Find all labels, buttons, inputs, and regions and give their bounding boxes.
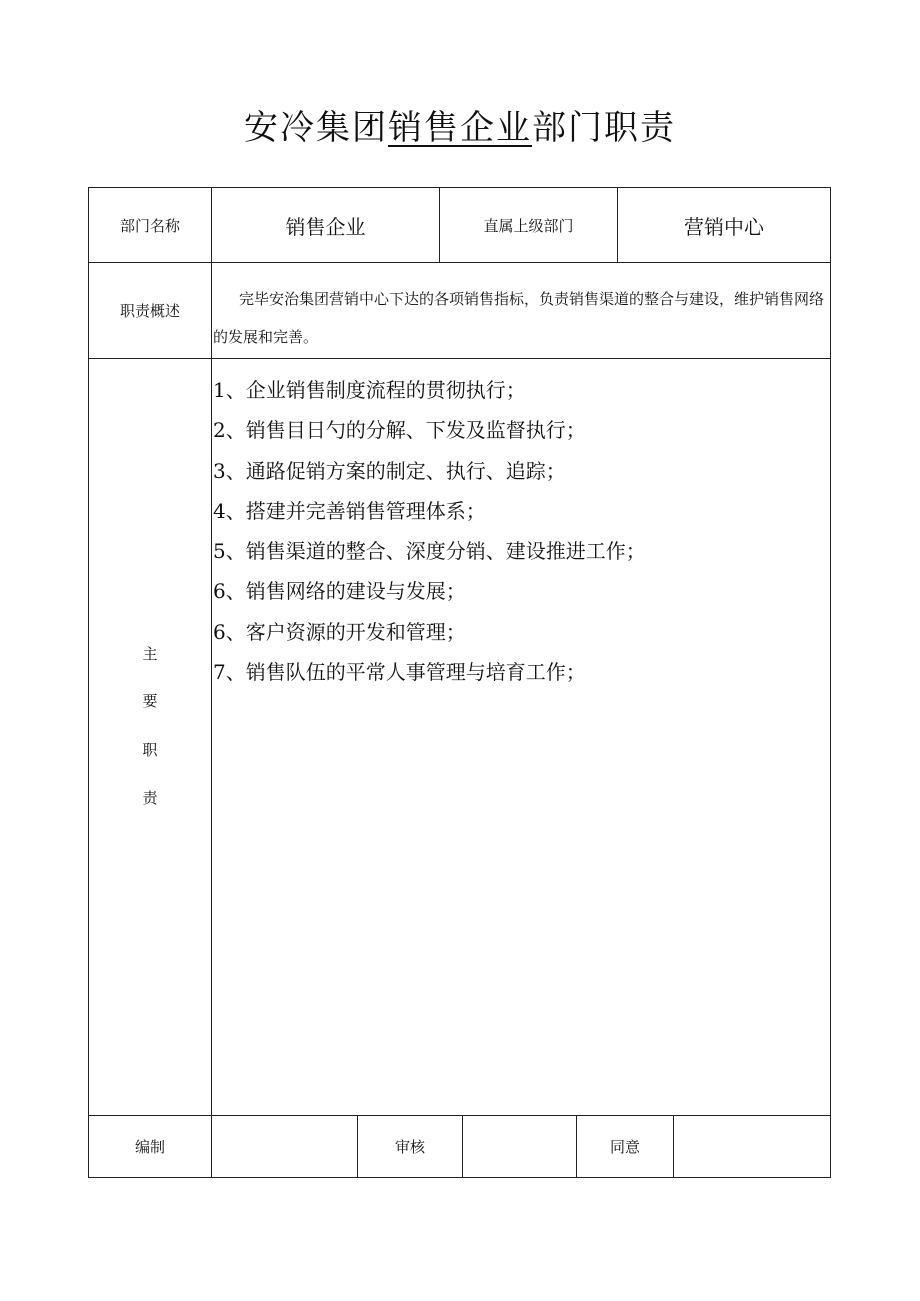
duties-label-char-3: 职	[142, 741, 158, 759]
review-label: 审核	[394, 1138, 425, 1156]
dept-name-label: 部门名称	[119, 216, 180, 235]
duty-item: 4、搭建并完善销售管理体系；	[213, 498, 486, 523]
duty-item: 2、销售目日勺的分解、下发及监督执行；	[213, 418, 586, 443]
page-title	[0, 100, 920, 149]
summary-label: 职责概述	[119, 302, 180, 320]
duties-label-char-2: 要	[142, 692, 158, 710]
compile-signature-field[interactable]	[212, 1116, 357, 1177]
approve-label: 同意	[609, 1138, 640, 1156]
duty-item: 1、企业销售制度流程的贯彻执行；	[213, 378, 526, 402]
duty-item: 7、销售队伍的平常人事管理与培育工作；	[213, 660, 586, 685]
duties-list	[213, 370, 823, 692]
review-signature-field[interactable]	[463, 1116, 576, 1177]
duty-item: 3、通路促销方案的制定、执行、追踪；	[213, 458, 566, 483]
compile-label: 编制	[134, 1138, 165, 1156]
summary-text: 完毕安治集团营销中心下达的各项销售指标，负责销售渠道的整合与建设，维护销售网络的发展和完善。	[213, 290, 825, 346]
title-prefix: 安冷集团	[244, 108, 388, 148]
table-border-bottom	[88, 1177, 831, 1178]
duty-item: 6、客户资源的开发和管理；	[213, 619, 466, 644]
duties-label-char-4: 责	[142, 789, 158, 807]
superior-dept-value: 营销中心	[684, 214, 764, 239]
duty-item: 6、销售网络的建设与发展；	[213, 579, 466, 604]
approve-signature-field[interactable]	[674, 1116, 830, 1177]
duty-item: 5、销售渠道的整合、深度分销、建设推进工作；	[213, 539, 646, 564]
table-divider-2	[88, 358, 831, 359]
title-suffix: 部门职责	[532, 108, 676, 148]
superior-dept-label: 直属上级部门	[483, 216, 574, 235]
table-border-right	[830, 187, 831, 1178]
dept-name-value: 销售企业	[285, 214, 366, 239]
duties-label-char-1: 主	[142, 645, 158, 663]
title-underlined: 销售企业	[388, 108, 532, 148]
label-column-divider	[211, 187, 212, 1178]
